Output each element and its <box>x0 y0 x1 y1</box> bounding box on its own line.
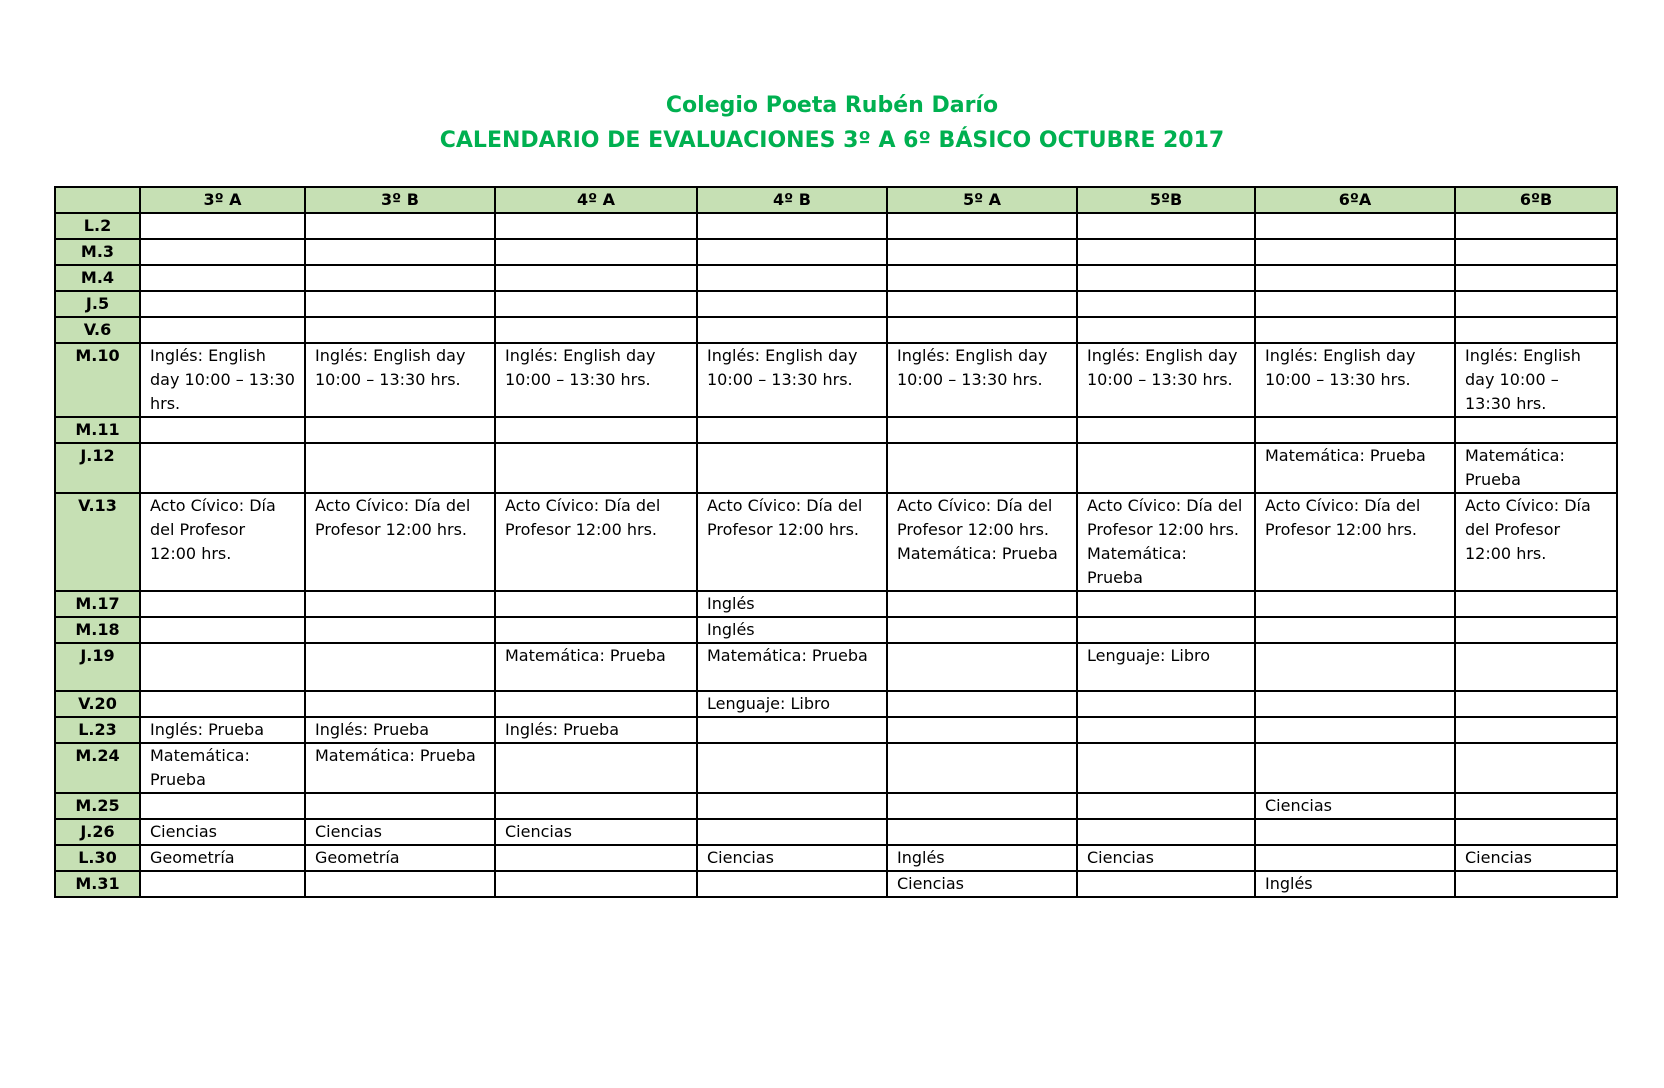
table-cell <box>305 591 495 617</box>
table-cell: Inglés: English day 10:00 – 13:30 hrs. <box>495 343 697 417</box>
table-cell <box>495 793 697 819</box>
table-cell: Ciencias <box>1077 845 1255 871</box>
table-cell <box>1455 819 1617 845</box>
table-row <box>55 691 1617 717</box>
table-cell <box>697 213 887 239</box>
table-cell <box>495 871 697 897</box>
table-cell: Acto Cívico: Día del Profesor 12:00 hrs. <box>1255 493 1455 591</box>
table-cell: Inglés: English day 10:00 – 13:30 hrs. <box>887 343 1077 417</box>
table-row <box>55 239 1617 265</box>
table-cell <box>887 239 1077 265</box>
table-cell <box>305 213 495 239</box>
table-row <box>55 819 1617 845</box>
table-cell <box>887 291 1077 317</box>
table-cell <box>305 691 495 717</box>
table-cell <box>887 819 1077 845</box>
table-cell <box>305 617 495 643</box>
table-cell: Acto Cívico: Día del Profesor 12:00 hrs. Matemática: Prueba <box>887 493 1077 591</box>
table-cell: Inglés <box>697 617 887 643</box>
table-cell <box>697 717 887 743</box>
table-cell: Ciencias <box>1455 845 1617 871</box>
table-row <box>55 343 1617 417</box>
table-cell <box>1077 617 1255 643</box>
table-row <box>55 265 1617 291</box>
day-label: L.2 <box>55 213 140 239</box>
table-cell: Geometría <box>305 845 495 871</box>
day-label: M.18 <box>55 617 140 643</box>
table-cell <box>305 793 495 819</box>
table-cell <box>1455 743 1617 793</box>
table-cell <box>697 291 887 317</box>
day-label: J.26 <box>55 819 140 845</box>
table-cell <box>1255 743 1455 793</box>
header-row <box>55 187 1617 213</box>
table-cell: Inglés <box>887 845 1077 871</box>
day-label: V.13 <box>55 493 140 591</box>
table-cell <box>1255 591 1455 617</box>
table-cell <box>1455 213 1617 239</box>
table-cell: Ciencias <box>140 819 305 845</box>
table-cell <box>697 265 887 291</box>
table-cell <box>887 443 1077 493</box>
table-cell: Lenguaje: Libro <box>1077 643 1255 691</box>
table-cell <box>140 417 305 443</box>
school-name: Colegio Poeta Rubén Darío <box>665 93 999 118</box>
calendar-title: CALENDARIO DE EVALUACIONES 3º A 6º BÁSICO OCTUBRE 2017 <box>439 128 1225 153</box>
table-cell <box>1255 691 1455 717</box>
day-label: M.17 <box>55 591 140 617</box>
column-header-4a: 4º A <box>495 187 697 213</box>
table-cell: Ciencias <box>887 871 1077 897</box>
table-cell <box>887 691 1077 717</box>
table-row <box>55 291 1617 317</box>
table-cell <box>1255 239 1455 265</box>
table-cell <box>495 591 697 617</box>
table-row <box>55 743 1617 793</box>
table-cell <box>1455 717 1617 743</box>
table-cell: Acto Cívico: Día del Profesor 12:00 hrs. <box>495 493 697 591</box>
document-header <box>0 88 1664 158</box>
table-row <box>55 493 1617 591</box>
table-cell <box>140 871 305 897</box>
column-header-5a: 5º A <box>887 187 1077 213</box>
table-cell: Acto Cívico: Día del Profesor 12:00 hrs. <box>1455 493 1617 591</box>
table-cell <box>697 871 887 897</box>
table-cell: Ciencias <box>697 845 887 871</box>
table-cell <box>1255 317 1455 343</box>
table-cell <box>697 743 887 793</box>
table-cell <box>140 591 305 617</box>
table-cell <box>1077 717 1255 743</box>
day-label: M.10 <box>55 343 140 417</box>
evaluation-calendar-table <box>54 186 1618 898</box>
table-cell <box>1077 443 1255 493</box>
table-cell: Matemática: Prueba <box>1255 443 1455 493</box>
day-label: J.19 <box>55 643 140 691</box>
table-cell: Inglés: Prueba <box>305 717 495 743</box>
table-cell <box>887 213 1077 239</box>
table-cell: Ciencias <box>305 819 495 845</box>
table-cell: Acto Cívico: Día del Profesor 12:00 hrs. <box>305 493 495 591</box>
table-cell: Inglés: English day 10:00 – 13:30 hrs. <box>1255 343 1455 417</box>
table-row <box>55 717 1617 743</box>
table-cell: Inglés <box>697 591 887 617</box>
table-cell: Acto Cívico: Día del Profesor 12:00 hrs. <box>140 493 305 591</box>
table-cell <box>697 443 887 493</box>
table-cell <box>140 265 305 291</box>
table-cell: Matemática: Prueba <box>1455 443 1617 493</box>
table-cell: Matemática: Prueba <box>305 743 495 793</box>
column-header-3b: 3º B <box>305 187 495 213</box>
table-cell <box>140 317 305 343</box>
day-label: M.4 <box>55 265 140 291</box>
table-cell <box>140 291 305 317</box>
table-cell <box>140 443 305 493</box>
table-cell: Inglés: English day 10:00 – 13:30 hrs. <box>697 343 887 417</box>
table-cell: Geometría <box>140 845 305 871</box>
day-label: M.24 <box>55 743 140 793</box>
table-cell <box>495 265 697 291</box>
table-cell <box>697 317 887 343</box>
table-cell <box>1077 317 1255 343</box>
column-header-6a: 6ºA <box>1255 187 1455 213</box>
table-cell <box>305 291 495 317</box>
table-cell <box>1455 291 1617 317</box>
table-cell <box>1255 213 1455 239</box>
table-cell <box>1455 591 1617 617</box>
table-cell: Inglés <box>1255 871 1455 897</box>
table-cell <box>697 793 887 819</box>
table-cell <box>1077 265 1255 291</box>
table-cell <box>495 213 697 239</box>
table-cell <box>140 617 305 643</box>
table-cell <box>495 317 697 343</box>
table-cell <box>140 643 305 691</box>
table-cell <box>1077 291 1255 317</box>
table-cell: Inglés: English day 10:00 – 13:30 hrs. <box>305 343 495 417</box>
calendar-body <box>55 213 1617 897</box>
table-cell <box>1455 643 1617 691</box>
table-cell: Matemática: Prueba <box>495 643 697 691</box>
table-cell <box>305 239 495 265</box>
table-cell: Ciencias <box>1255 793 1455 819</box>
table-cell <box>495 443 697 493</box>
table-cell <box>697 239 887 265</box>
column-header-6b: 6ºB <box>1455 187 1617 213</box>
table-cell <box>887 265 1077 291</box>
table-cell <box>887 617 1077 643</box>
table-cell <box>1077 819 1255 845</box>
table-cell <box>140 793 305 819</box>
column-header-4b: 4º B <box>697 187 887 213</box>
table-cell <box>1455 793 1617 819</box>
table-cell <box>140 691 305 717</box>
table-row <box>55 643 1617 691</box>
table-row <box>55 417 1617 443</box>
table-cell <box>140 213 305 239</box>
table-cell <box>305 317 495 343</box>
table-cell <box>1077 591 1255 617</box>
table-cell: Matemática: Prueba <box>697 643 887 691</box>
day-label: V.20 <box>55 691 140 717</box>
table-cell <box>887 643 1077 691</box>
table-cell <box>887 591 1077 617</box>
day-label: M.11 <box>55 417 140 443</box>
table-cell <box>305 643 495 691</box>
table-cell: Ciencias <box>495 819 697 845</box>
column-header-3a: 3º A <box>140 187 305 213</box>
table-cell <box>495 691 697 717</box>
table-cell: Inglés: English day 10:00 – 13:30 hrs. <box>140 343 305 417</box>
table-cell: Matemática: Prueba <box>140 743 305 793</box>
table-cell <box>887 317 1077 343</box>
day-label: V.6 <box>55 317 140 343</box>
table-cell <box>1077 691 1255 717</box>
table-cell <box>1455 871 1617 897</box>
table-cell <box>140 239 305 265</box>
day-label: M.25 <box>55 793 140 819</box>
table-cell <box>495 845 697 871</box>
table-cell <box>1455 417 1617 443</box>
table-cell <box>887 417 1077 443</box>
day-label: L.30 <box>55 845 140 871</box>
day-label: M.3 <box>55 239 140 265</box>
table-cell <box>1255 717 1455 743</box>
table-row <box>55 871 1617 897</box>
table-cell <box>1077 871 1255 897</box>
table-cell <box>495 743 697 793</box>
day-label: J.12 <box>55 443 140 493</box>
table-row <box>55 617 1617 643</box>
table-row <box>55 591 1617 617</box>
table-cell: Acto Cívico: Día del Profesor 12:00 hrs. <box>697 493 887 591</box>
table-cell <box>1455 617 1617 643</box>
table-cell <box>495 417 697 443</box>
table-cell <box>1255 643 1455 691</box>
table-cell: Lenguaje: Libro <box>697 691 887 717</box>
table-cell <box>1255 845 1455 871</box>
table-cell <box>887 743 1077 793</box>
table-cell <box>1255 417 1455 443</box>
table-cell <box>1455 239 1617 265</box>
table-cell <box>697 819 887 845</box>
table-cell <box>1255 265 1455 291</box>
table-cell: Inglés: Prueba <box>495 717 697 743</box>
table-row <box>55 845 1617 871</box>
table-row <box>55 213 1617 239</box>
table-cell <box>1255 291 1455 317</box>
table-cell <box>1077 417 1255 443</box>
table-cell <box>1255 617 1455 643</box>
table-cell <box>1255 819 1455 845</box>
table-cell <box>887 793 1077 819</box>
column-header-5b: 5ºB <box>1077 187 1255 213</box>
table-cell: Inglés: English day 10:00 – 13:30 hrs. <box>1455 343 1617 417</box>
table-row <box>55 793 1617 819</box>
table-cell <box>1077 239 1255 265</box>
table-cell <box>887 717 1077 743</box>
table-row <box>55 443 1617 493</box>
table-cell <box>1455 265 1617 291</box>
table-row <box>55 317 1617 343</box>
table-cell <box>305 417 495 443</box>
day-label: J.5 <box>55 291 140 317</box>
day-label: L.23 <box>55 717 140 743</box>
table-cell <box>495 239 697 265</box>
table-cell: Inglés: English day 10:00 – 13:30 hrs. <box>1077 343 1255 417</box>
table-cell: Acto Cívico: Día del Profesor 12:00 hrs. Matemática: Prueba <box>1077 493 1255 591</box>
table-cell <box>1077 743 1255 793</box>
table-cell <box>1455 691 1617 717</box>
table-cell <box>495 291 697 317</box>
table-cell <box>305 443 495 493</box>
table-cell: Inglés: Prueba <box>140 717 305 743</box>
table-cell <box>1077 793 1255 819</box>
table-cell <box>495 617 697 643</box>
column-header-day <box>55 187 140 213</box>
table-cell <box>1077 213 1255 239</box>
day-label: M.31 <box>55 871 140 897</box>
table-cell <box>1455 317 1617 343</box>
table-cell <box>305 265 495 291</box>
table-cell <box>305 871 495 897</box>
table-cell <box>697 417 887 443</box>
